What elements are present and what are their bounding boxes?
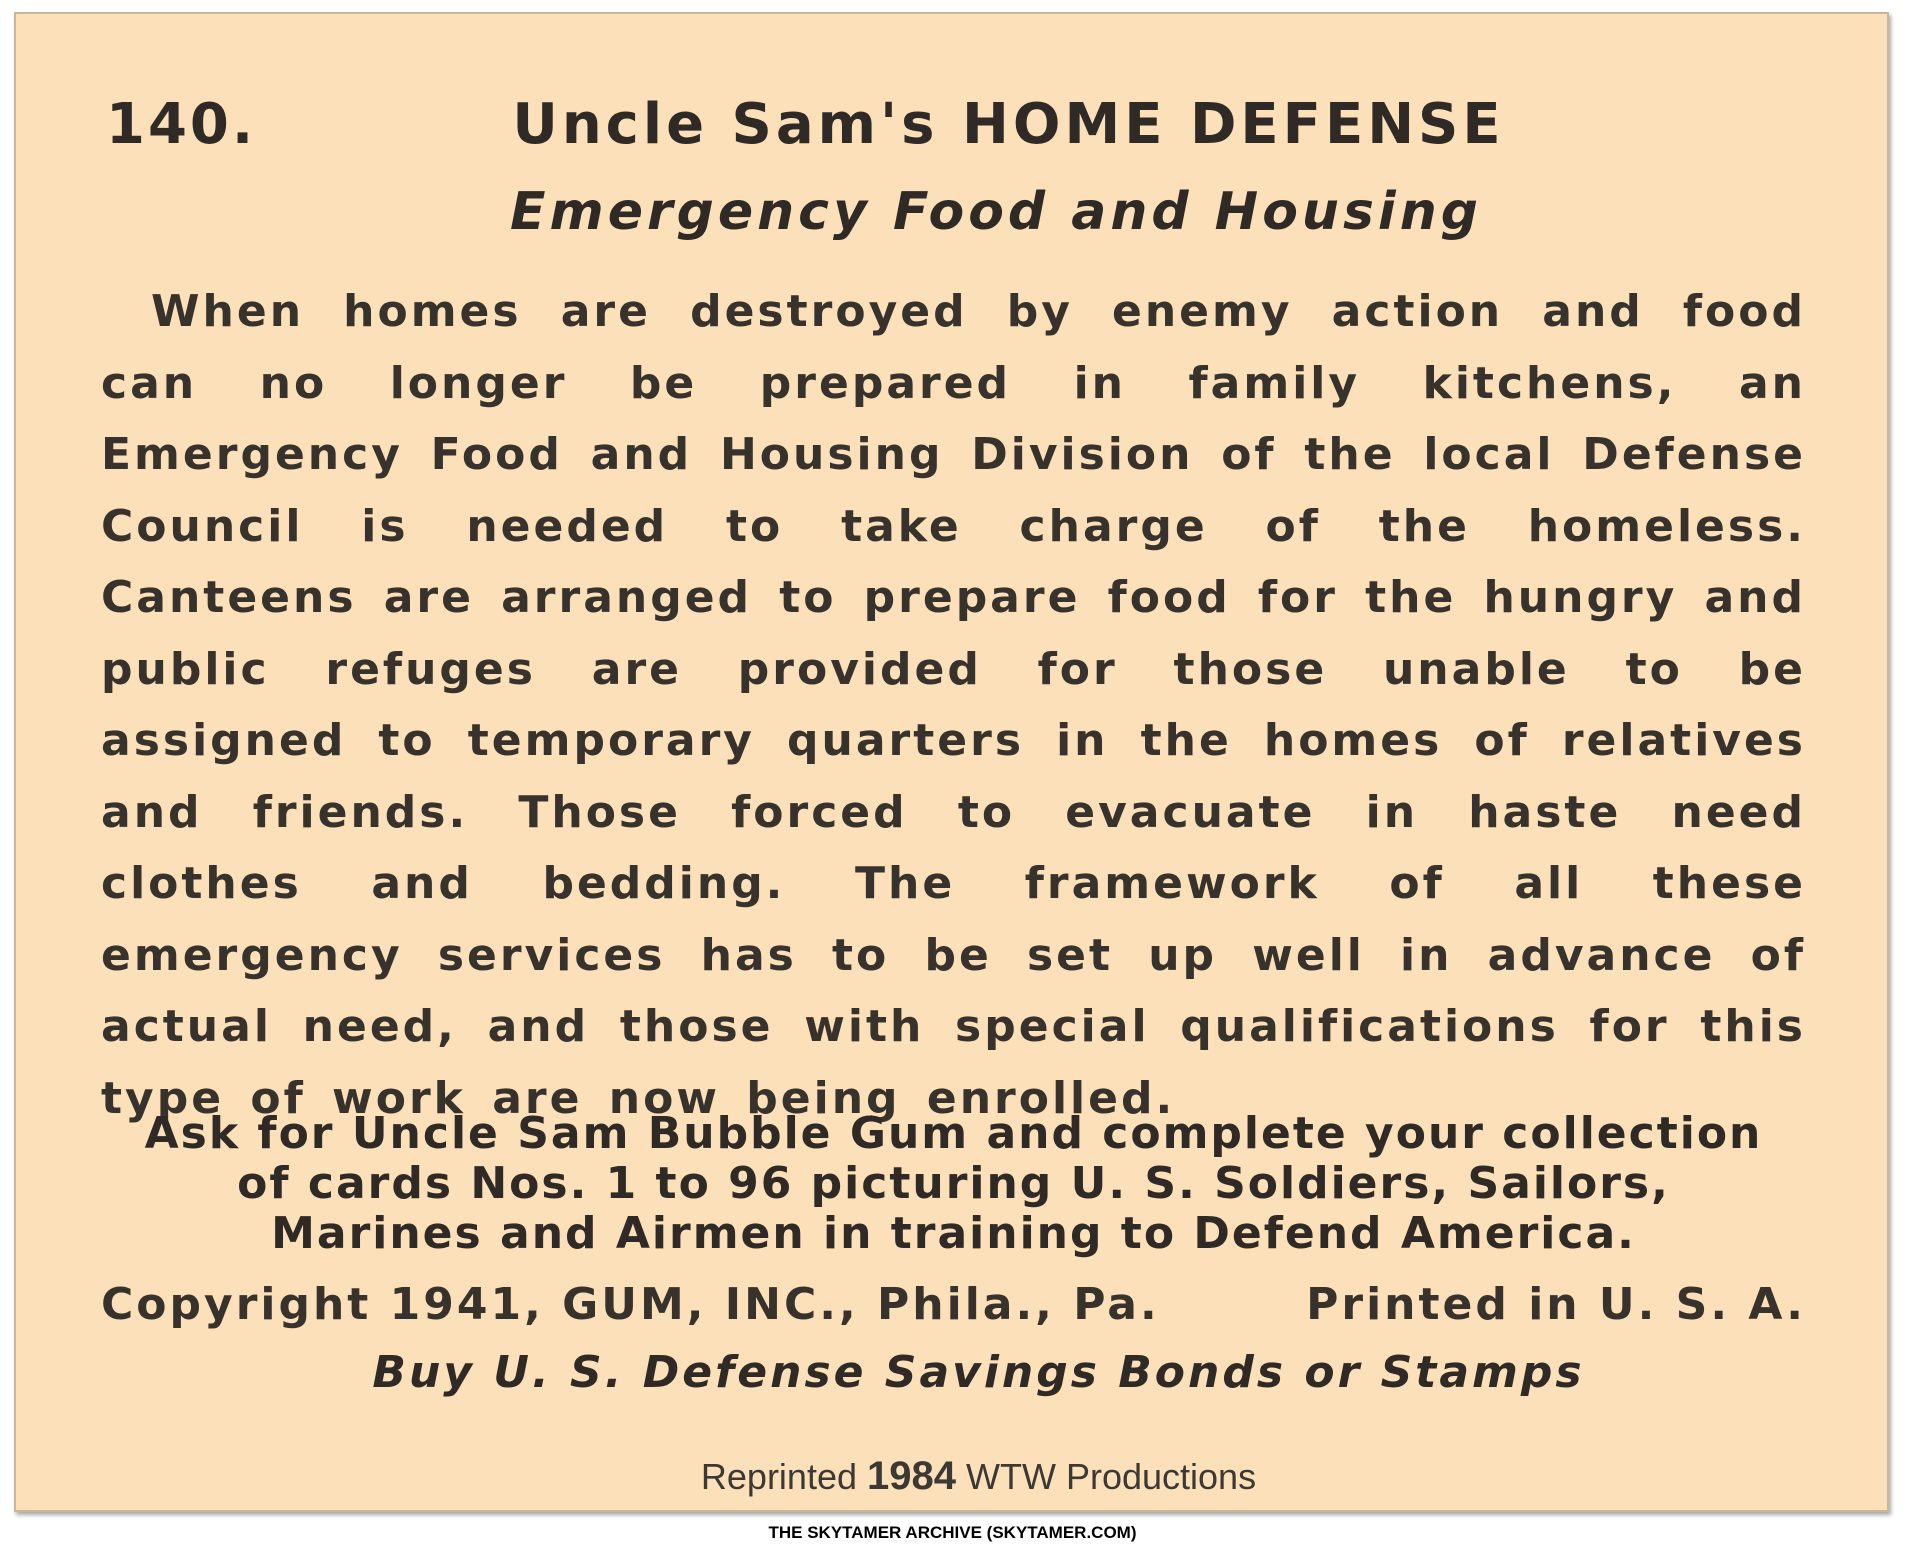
reprint-notice	[16, 1454, 1891, 1499]
promo-line: of cards Nos. 1 to 96 picturing U. S. Soldiers, Sailors,	[237, 1158, 1670, 1209]
card-number: 140.	[106, 92, 257, 157]
card-description: When homes are destroyed by enemy action and food can no longer be prepared in family kitchens, an Emergency Food and Housing Division of the local Defense Council is needed to take charge of the homeless. Canteens are arranged to prepare food for the hungry and public refuges are provided for those unable to be assigned to temporary quarters in the homes of relatives and friends. Those forced to evacuate in haste need clothes and bedding. The framework of all these emergency services has to be set up well in advance of actual need, and those with special qualifications for this type of work are now being enrolled.	[101, 286, 1806, 1124]
card-subtitle: Emergency Food and Housing	[510, 182, 1482, 242]
bonds-slogan: Buy U. S. Defense Savings Bonds or Stamps	[372, 1347, 1585, 1398]
reprint-year: 1984	[867, 1454, 956, 1498]
promo-line: Marines and Airmen in training to Defend America.	[271, 1208, 1636, 1259]
card-title: Uncle Sam's HOME DEFENSE	[512, 92, 1505, 157]
printed-in-notice: Printed in U. S. A.	[1306, 1279, 1806, 1330]
promo-line: Ask for Uncle Sam Bubble Gum and complete your collection	[144, 1108, 1763, 1159]
reprint-prefix: Reprinted	[700, 1456, 857, 1497]
promo-text	[86, 1109, 1821, 1259]
reprint-publisher: WTW Productions	[966, 1456, 1257, 1497]
archive-credit: THE SKYTAMER ARCHIVE (SKYTAMER.COM)	[768, 1523, 1137, 1542]
trading-card-back	[14, 12, 1889, 1512]
copyright-notice: Copyright 1941, GUM, INC., Phila., Pa.	[101, 1279, 1160, 1330]
